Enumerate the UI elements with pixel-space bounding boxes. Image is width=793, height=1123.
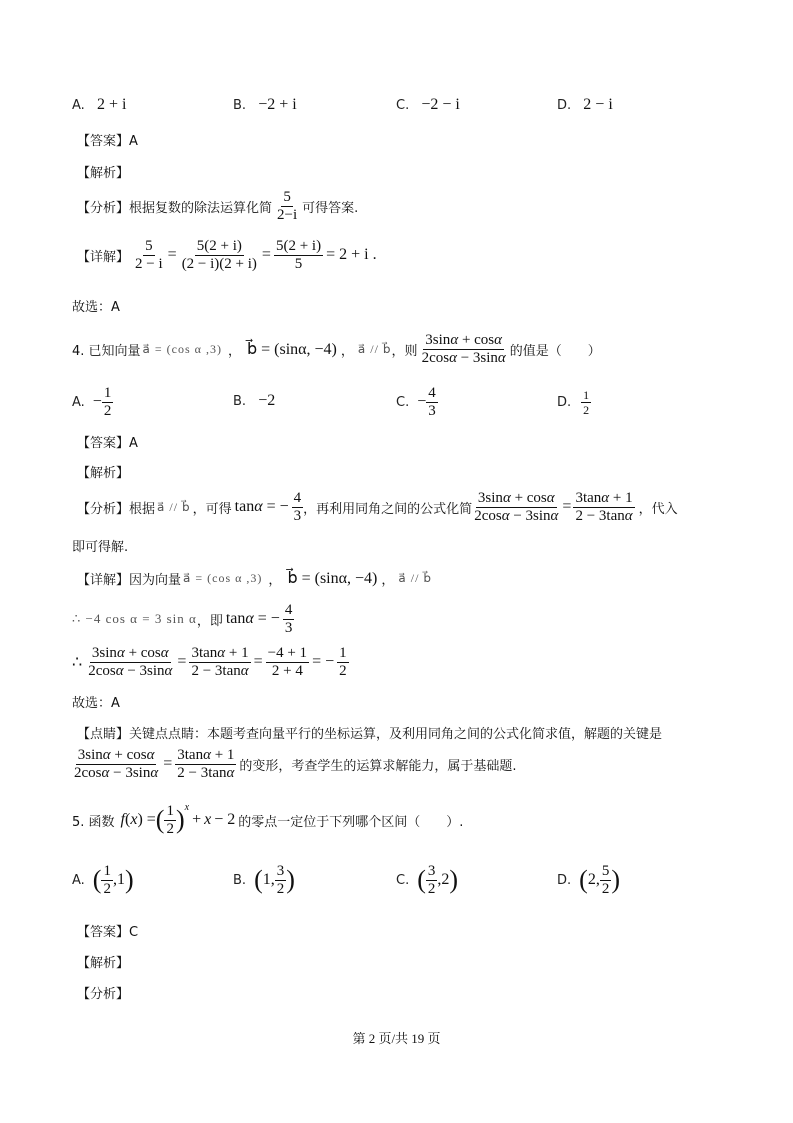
q4-option-d: D. $\frac{1}{2}$: [557, 387, 590, 417]
q3-detail: 【详解】 $\frac{5}{2 - i}$ = $\frac{5(2 + i)}{(2 - i)(2 + i)}$ = $\frac{5(2 + i)}{5}$ = 2 + i .: [77, 237, 377, 272]
q4-fenxi: 【分析】根据 a⃗ // b⃗ ，可得 tanα = − $\frac{4}{3}$ ，再利用同角之间的公式化简 $\frac{3\sin\alpha + \cos\alpha}{2\cos\alpha - 3\sin\alpha}$ = $\frac{3\tan\alpha + 1}{2 - 3\tan\alpha}$ ，代入: [77, 489, 678, 524]
q4-option-a: A. − $\frac{1}{2}$: [72, 384, 112, 419]
q4-detail-line3: ∴ $\frac{3\sin\alpha + \cos\alpha}{2\cos\alpha - 3\sin\alpha}$ = $\frac{3\tan\alpha + 1}{2 - 3\tan\alpha}$ = $\frac{-4 + 1}{2 + 4}$ = − $\frac{1}{2}$: [72, 644, 347, 679]
q4-dianjing: 【点睛】关键点点睛：本题考查向量平行的坐标运算，及利用同角之间的公式化简求值，解题的关键是: [77, 727, 663, 742]
page-footer: 第 2 页/共 19 页: [352, 1031, 441, 1046]
q4-option-c: C. − $\frac{4}{3}$: [396, 384, 436, 419]
q3-option-c: C. −2 − i: [396, 96, 460, 113]
q5-option-a: A. ( $\frac{1}{2}$ ,1 ): [72, 862, 134, 897]
q3-answer: 【答案】A: [77, 134, 138, 149]
q3-option-a: A. 2 + i: [72, 96, 127, 113]
q5-stem: 5. 函数 f ( x ) = ( $\frac{1}{2}$ ) x + x − 2 的零点一定位于下列哪个区间（ ）.: [72, 802, 464, 837]
q4-stem-fraction: $\frac{3\sin\alpha + \cos\alpha}{2\cos\alpha - 3\sin\alpha}$: [421, 331, 506, 366]
q5-option-c: C. ( $\frac{3}{2}$ ,2 ): [396, 862, 459, 897]
q5-fenxi: 【分析】: [77, 987, 130, 1002]
q4-detail: 【详解】因为向量 a⃗ = (cos α ,3) ， b⃗ = (sinα, −4) ， a⃗ // b⃗: [77, 570, 433, 588]
q3-detail-frac-3: $\frac{5(2 + i)}{5}$: [275, 237, 322, 272]
q3-option-b: B. −2 + i: [233, 96, 297, 113]
q3-fenxi: 【分析】根据复数的除法运算化简 $\frac{5}{2-i}$ 可得答案.: [77, 188, 359, 223]
q4-dianjing-cont: $\frac{3\sin\alpha + \cos\alpha}{2\cos\alpha - 3\sin\alpha}$ = $\frac{3\tan\alpha + 1}{2 - 3\tan\alpha}$ 的变形，考查学生的运算求解能力，属于基础题.: [74, 746, 517, 781]
q4-choice: 故选：A: [72, 696, 120, 711]
q5-option-d: D. ( 2, $\frac{5}{2}$ ): [557, 862, 620, 897]
q4-analysis-heading: 【解析】: [77, 466, 130, 481]
q4-option-b: B. −2: [233, 392, 276, 409]
q5-answer: 【答案】C: [77, 925, 139, 940]
q3-detail-frac-1: $\frac{5}{2 - i}$: [135, 237, 163, 272]
q4-detail-line2: ∴ −4 cos α = 3 sin α ，即 tanα = − $\frac{4}{3}$: [72, 601, 293, 636]
q3-fraction: $\frac{5}{2-i}$: [277, 188, 298, 223]
q4-fenxi-cont: 即可得解.: [72, 540, 129, 555]
q5-option-b: B. ( 1, $\frac{3}{2}$ ): [233, 862, 295, 897]
q3-analysis-heading: 【解析】: [77, 166, 130, 181]
q3-choice: 故选：A: [72, 300, 120, 315]
q4-answer: 【答案】A: [77, 436, 138, 451]
q3-detail-frac-2: $\frac{5(2 + i)}{(2 - i)(2 + i)}$: [181, 237, 257, 272]
q3-option-d: D. 2 − i: [557, 96, 613, 113]
q5-analysis-heading: 【解析】: [77, 956, 130, 971]
q4-stem: 4. 已知向量 a⃗ = (cos α ,3) ， b⃗ = (sinα, −4) ， a⃗ // b⃗ ，则 $\frac{3\sin\alpha + \cos\alpha}{2\cos\alpha - 3\sin\alpha}$ 的值是（ ）: [72, 331, 601, 366]
